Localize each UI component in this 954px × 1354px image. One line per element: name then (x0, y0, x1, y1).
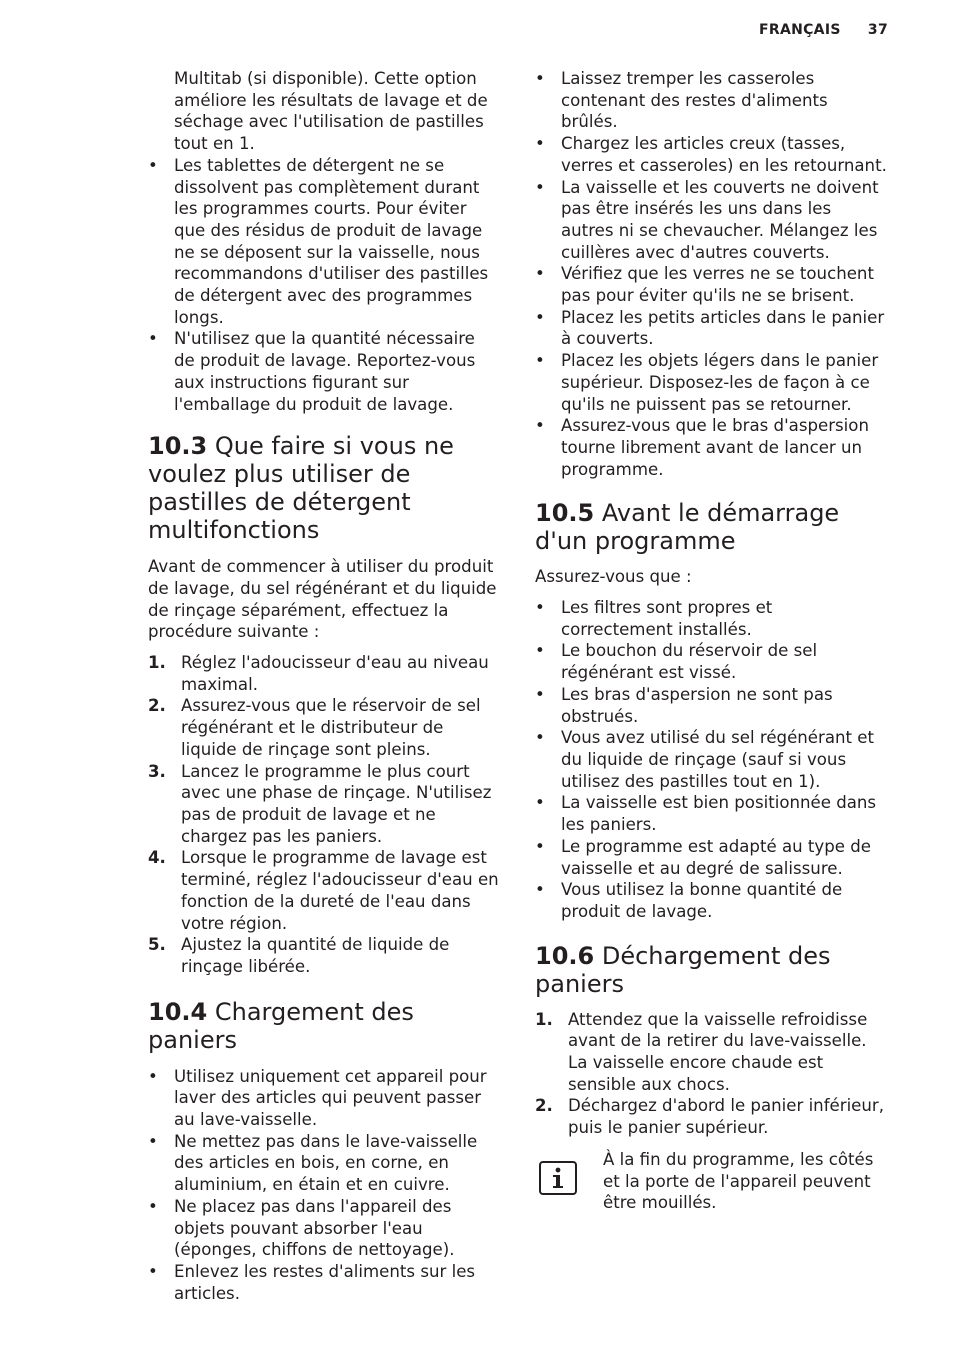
section-title: Avant le démarrage d'un programme (535, 499, 840, 556)
list-item: • Vous utilisez la bonne quantité de produit de lavage. (535, 879, 887, 922)
list-item: • La vaisselle est bien positionnée dans les paniers. (535, 792, 887, 835)
list-item: • La vaisselle et les couverts ne doivent pas être insérés les uns dans les autres ni se chevaucher. Mélangez les cuillères avec d'autres couverts. (535, 177, 887, 264)
page-header (759, 22, 888, 38)
list-item (535, 1095, 887, 1138)
step-number: 4. (148, 848, 166, 868)
section-title: Déchargement des paniers (535, 941, 831, 998)
list-item: • Les tablettes de détergent ne se dissolvent pas complètement durant les programmes courts. Pour éviter que des résidus de produit de lavage ne se déposent sur la vaisselle, nous recommandons d'utiliser des pastilles de détergent avec des programmes longs. (148, 155, 500, 329)
list-item: • Placez les objets légers dans le panier supérieur. Disposez-les de façon à ce qu'ils ne puissent pas se retourner. (535, 350, 887, 415)
info-icon (539, 1161, 577, 1195)
list-item (148, 934, 500, 977)
step-text: Attendez que la vaisselle refroidisse avant de la retirer du lave-vaisselle. La vaisselle encore chaude est sensible aux chocs. (568, 1009, 868, 1094)
left-column (148, 68, 500, 1304)
list-item: • N'utilisez que la quantité nécessaire de produit de lavage. Reportez-vous aux instructions figurant sur l'emballage du produit de lavage. (148, 328, 500, 415)
section-number: 10.5 (535, 499, 595, 528)
list-item (148, 847, 500, 934)
list-item: • Ne placez pas dans l'appareil des objets pouvant absorber l'eau (éponges, chiffons de nettoyage). (148, 1196, 500, 1261)
step-number: 1. (148, 653, 166, 673)
list-item: • Le bouchon du réservoir de sel régénérant est vissé. (535, 640, 887, 683)
list-item: • Les bras d'aspersion ne sont pas obstrués. (535, 684, 887, 727)
intro-continuation: Multitab (si disponible). Cette option améliore les résultats de lavage et de séchage avec l'utilisation de pastilles tout en 1. (174, 69, 488, 154)
section-number: 10.3 (148, 432, 208, 461)
note-text: À la fin du programme, les côtés et la porte de l'appareil peuvent être mouillés. (603, 1149, 874, 1213)
info-note (535, 1149, 887, 1214)
right-column (535, 68, 887, 1214)
step-number: 5. (148, 935, 166, 955)
language-label: FRANÇAIS (759, 22, 841, 38)
list-item (535, 1009, 887, 1096)
step-number: 2. (535, 1096, 553, 1116)
list-item: • Vous avez utilisé du sel régénérant et du liquide de rinçage (sauf si vous utilisez des pastilles tout en 1). (535, 727, 887, 792)
list-item (148, 695, 500, 760)
bullet-list-top (148, 155, 500, 415)
page-number: 37 (867, 22, 888, 38)
bullet-list (148, 1066, 500, 1305)
step-text: Déchargez d'abord le panier inférieur, puis le panier supérieur. (568, 1096, 885, 1138)
list-item: • Assurez-vous que le bras d'aspersion tourne librement avant de lancer un programme. (535, 415, 887, 480)
step-list (148, 652, 500, 978)
list-item: • Enlevez les restes d'aliments sur les articles. (148, 1261, 500, 1304)
list-item: • Utilisez uniquement cet appareil pour laver des articles qui peuvent passer au lave-vaisselle. (148, 1066, 500, 1131)
list-item: • Les filtres sont propres et correctement installés. (535, 597, 887, 640)
step-text: Assurez-vous que le réservoir de sel régénérant et le distributeur de liquide de rinçage sont pleins. (181, 696, 481, 759)
bullet-list (535, 597, 887, 923)
step-text: Ajustez la quantité de liquide de rinçage libérée. (181, 935, 450, 976)
step-list (535, 1009, 887, 1139)
section-heading-10-6 (535, 942, 887, 998)
section-number: 10.6 (535, 941, 595, 970)
step-text: Lancez le programme le plus court avec une phase de rinçage. N'utilisez pas de produit de lavage et ne chargez pas les paniers. (181, 761, 492, 846)
list-item: • Chargez les articles creux (tasses, verres et casseroles) en les retournant. (535, 133, 887, 176)
section-heading-10-5 (535, 499, 887, 555)
section-title: Chargement des paniers (148, 997, 414, 1054)
section-number: 10.4 (148, 997, 208, 1026)
step-text: Réglez l'adoucisseur d'eau au niveau maximal. (181, 653, 489, 694)
list-item: • Ne mettez pas dans le lave-vaisselle des articles en bois, en corne, en aluminium, en étain et en cuivre. (148, 1131, 500, 1196)
step-text: Lorsque le programme de lavage est terminé, réglez l'adoucisseur d'eau en fonction de la dureté de l'eau dans votre région. (181, 848, 499, 933)
bullet-list-continued (535, 68, 887, 480)
list-item: • Le programme est adapté au type de vaisselle et au degré de salissure. (535, 836, 887, 879)
step-number: 2. (148, 696, 166, 716)
list-item: • Vérifiez que les verres ne se touchent pas pour éviter qu'ils ne se brisent. (535, 263, 887, 306)
list-item (148, 761, 500, 848)
list-item (148, 652, 500, 695)
section-intro: Avant de commencer à utiliser du produit de lavage, du sel régénérant et du liquide de rinçage séparément, effectuez la procédure suivante : (148, 557, 497, 642)
step-number: 3. (148, 761, 166, 781)
list-item: • Placez les petits articles dans le panier à couverts. (535, 307, 887, 350)
section-heading-10-3 (148, 432, 500, 544)
section-title: Que faire si vous ne voulez plus utiliser de pastilles de détergent multifonctions (148, 432, 454, 545)
step-number: 1. (535, 1009, 553, 1029)
section-heading-10-4 (148, 998, 500, 1054)
section-intro: Assurez-vous que : (535, 567, 692, 587)
list-item: • Laissez tremper les casseroles contenant des restes d'aliments brûlés. (535, 68, 887, 133)
